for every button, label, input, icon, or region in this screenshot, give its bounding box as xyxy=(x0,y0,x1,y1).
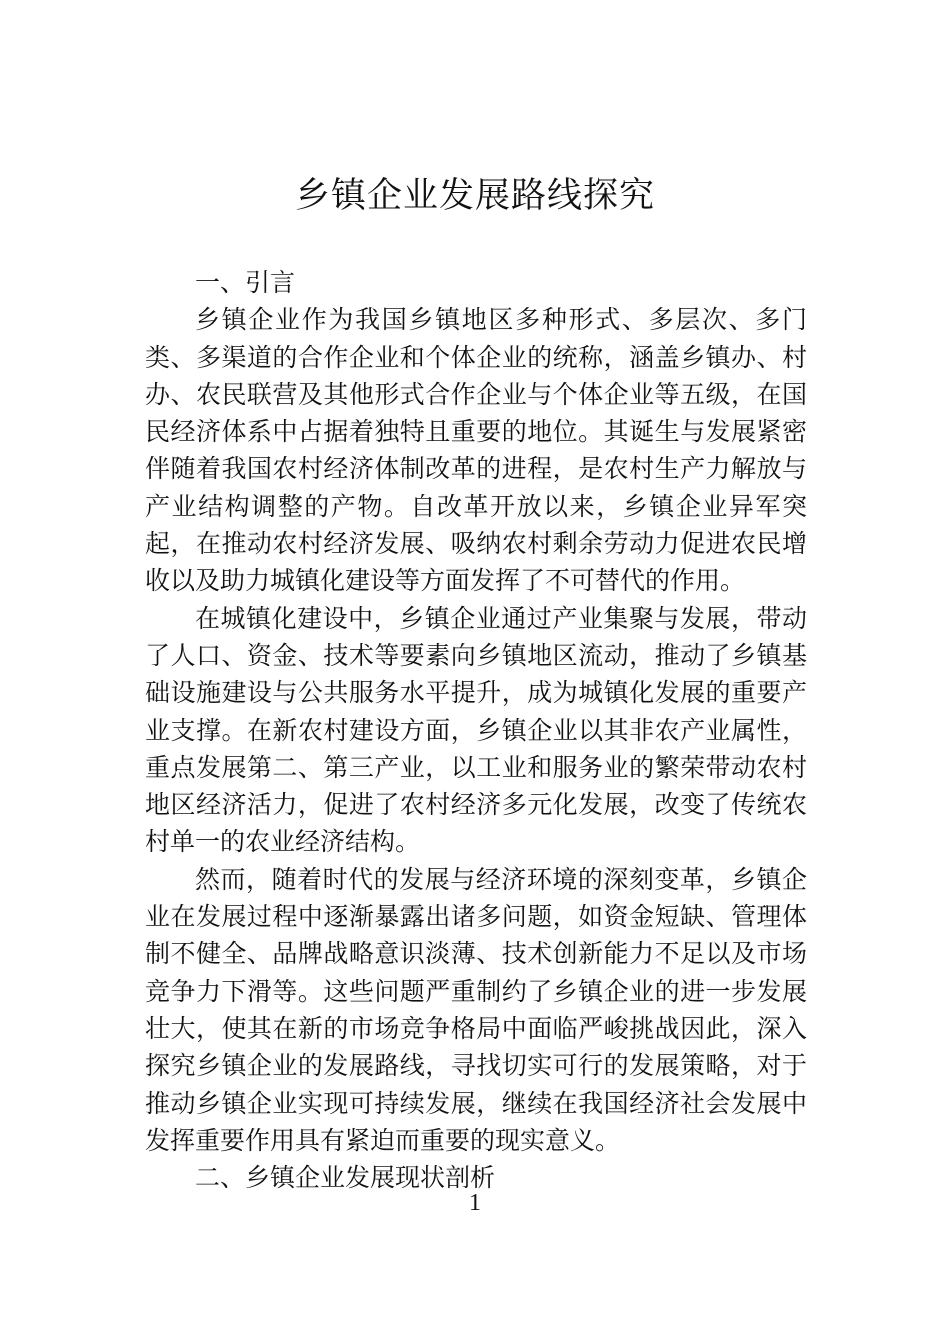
body-paragraph: 在城镇化建设中，乡镇企业通过产业集聚与发展，带动了人口、资金、技术等要素向乡镇地区流动，推动了乡镇基础设施建设与公共服务水平提升，成为城镇化发展的重要产业支撑。在新农村建设方面，乡镇企业以其非农产业属性，重点发展第二、第三产业，以工业和服务业的繁荣带动农村地区经济活力，促进了农村经济多元化发展，改变了传统农村单一的农业经济结构。 xyxy=(145,603,807,857)
page-number: 1 xyxy=(469,1190,481,1216)
section-heading-introduction: 一、引言 xyxy=(195,268,296,297)
section-heading-status-analysis: 二、乡镇企业发展现状剖析 xyxy=(195,1163,496,1193)
document-body xyxy=(145,264,807,1196)
document-title: 乡镇企业发展路线探究 xyxy=(294,176,655,216)
body-paragraph: 然而，随着时代的发展与经济环境的深刻变革，乡镇企业在发展过程中逐渐暴露出诸多问题，如资金短缺、管理体制不健全、品牌战略意识淡薄、技术创新能力不足以及市场竞争力下滑等。这些问题严重制约了乡镇企业的进一步发展壮大，使其在新的市场竞争格局中面临严峻挑战因此，深入探究乡镇企业的发展路线，寻找切实可行的发展策略，对于推动乡镇企业实现可持续发展，继续在我国经济社会发展中发挥重要作用具有紧迫而重要的现实意义。 xyxy=(145,864,807,1155)
body-paragraph: 乡镇企业作为我国乡镇地区多种形式、多层次、多门类、多渠道的合作企业和个体企业的统称，涵盖乡镇办、村办、农民联营及其他形式合作企业与个体企业等五级，在国民经济体系中占据着独特且重要的地位。其诞生与发展紧密伴随着我国农村经济体制改革的进程，是农村生产力解放与产业结构调整的产物。自改革开放以来，乡镇企业异军突起，在推动农村经济发展、吸纳农村剩余劳动力促进农民增收以及助力城镇化建设等方面发挥了不可替代的作用。 xyxy=(145,305,807,596)
